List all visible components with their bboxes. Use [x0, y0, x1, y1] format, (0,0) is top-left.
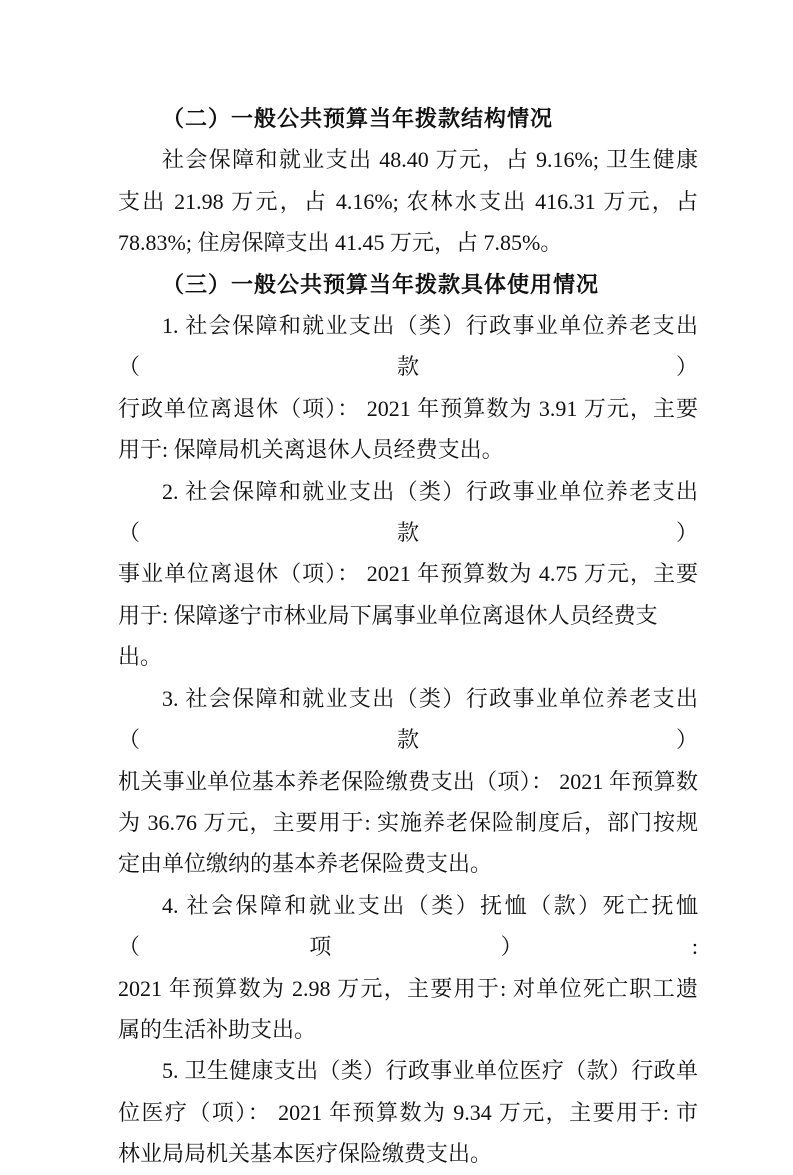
text-line: 机关事业单位基本养老保险缴费支出（项）： 2021 年预算数	[118, 768, 698, 794]
text-line: 属的生活补助支出。	[118, 1016, 317, 1042]
item-4-paragraph	[118, 885, 698, 1051]
text-line: 定由单位缴纳的基本养老保险费支出。	[118, 851, 493, 877]
text-line: 林业局局机关基本医疗保险缴费支出。	[118, 1141, 493, 1167]
item-3-paragraph	[118, 678, 698, 885]
text-line: 5. 卫生健康支出（类）行政事业单位医疗（款）行政单	[162, 1058, 698, 1084]
allocation-structure-paragraph	[118, 139, 698, 263]
text-line: 用于: 保障遂宁市林业局下属事业单位离退休人员经费支出。	[118, 602, 658, 670]
text-line: 78.83%; 住房保障支出 41.45 万元，占 7.85%。	[118, 230, 563, 256]
text-line: 行政单位离退休（项）： 2021 年预算数为 3.91 万元，主要	[118, 395, 698, 421]
text-line: 4. 社会保障和就业支出（类）抚恤（款）死亡抚恤（项）:	[118, 892, 698, 960]
text-line: 为 36.76 万元，主要用于: 实施养老保险制度后，部门按规	[118, 809, 698, 835]
section-heading-3: （三）一般公共预算当年拨款具体使用情况	[162, 271, 600, 297]
item-1-paragraph	[118, 305, 698, 471]
item-5-paragraph	[118, 1050, 698, 1174]
text-line: 2021 年预算数为 2.98 万元，主要用于: 对单位死亡职工遗	[118, 975, 698, 1001]
text-line: 2. 社会保障和就业支出（类）行政事业单位养老支出（款）	[118, 478, 698, 546]
text-line: 用于: 保障局机关离退休人员经费支出。	[118, 437, 504, 463]
item-2-paragraph	[118, 471, 698, 678]
document-body	[118, 98, 698, 1175]
text-line: 事业单位离退休（项）： 2021 年预算数为 4.75 万元，主要	[118, 561, 698, 587]
text-line: 支出 21.98 万元，占 4.16%; 农林水支出 416.31 万元，占	[118, 188, 698, 214]
section-heading-2: （二）一般公共预算当年拨款结构情况	[162, 106, 554, 131]
text-line: 3. 社会保障和就业支出（类）行政事业单位养老支出（款）	[118, 685, 698, 753]
text-line: 1. 社会保障和就业支出（类）行政事业单位养老支出（款）	[118, 313, 698, 380]
text-line: 社会保障和就业支出 48.40 万元，占 9.16%; 卫生健康	[162, 147, 698, 173]
text-line: 位医疗（项）： 2021 年预算数为 9.34 万元，主要用于: 市	[118, 1099, 698, 1125]
